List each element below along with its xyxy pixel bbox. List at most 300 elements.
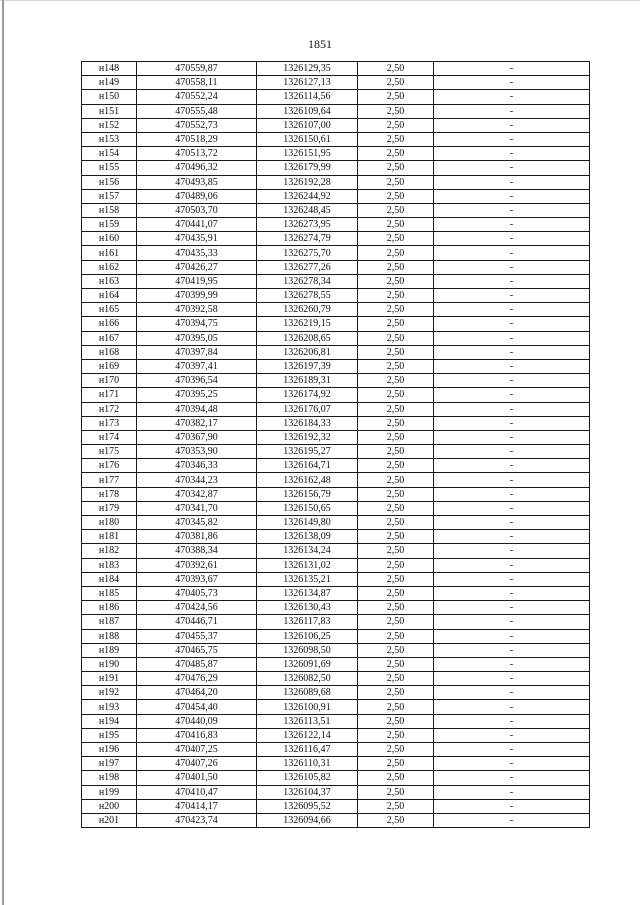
- accuracy-cell: 2,50: [358, 260, 434, 274]
- accuracy-cell: 2,50: [358, 714, 434, 728]
- note-cell: -: [434, 672, 590, 686]
- accuracy-cell: 2,50: [358, 161, 434, 175]
- y-coordinate-cell: 1326149,80: [257, 516, 358, 530]
- table-row: [82, 132, 590, 146]
- point-id-cell: н166: [82, 317, 137, 331]
- note-cell: -: [434, 289, 590, 303]
- point-id-cell: н173: [82, 416, 137, 430]
- note-cell: -: [434, 246, 590, 260]
- note-cell: -: [434, 260, 590, 274]
- x-coordinate-cell: 470397,84: [137, 345, 257, 359]
- y-coordinate-cell: 1326130,43: [257, 601, 358, 615]
- y-coordinate-cell: 1326192,28: [257, 175, 358, 189]
- accuracy-cell: 2,50: [358, 700, 434, 714]
- table-row: [82, 771, 590, 785]
- note-cell: -: [434, 743, 590, 757]
- note-cell: -: [434, 232, 590, 246]
- y-coordinate-cell: 1326109,64: [257, 104, 358, 118]
- x-coordinate-cell: 470513,72: [137, 147, 257, 161]
- point-id-cell: н196: [82, 743, 137, 757]
- y-coordinate-cell: 1326105,82: [257, 771, 358, 785]
- note-cell: -: [434, 813, 590, 827]
- table-row: [82, 62, 590, 76]
- x-coordinate-cell: 470414,17: [137, 799, 257, 813]
- x-coordinate-cell: 470405,73: [137, 586, 257, 600]
- x-coordinate-cell: 470464,20: [137, 686, 257, 700]
- y-coordinate-cell: 1326089,68: [257, 686, 358, 700]
- point-id-cell: н165: [82, 303, 137, 317]
- accuracy-cell: 2,50: [358, 813, 434, 827]
- note-cell: -: [434, 104, 590, 118]
- accuracy-cell: 2,50: [358, 402, 434, 416]
- note-cell: -: [434, 203, 590, 217]
- accuracy-cell: 2,50: [358, 544, 434, 558]
- x-coordinate-cell: 470396,54: [137, 374, 257, 388]
- note-cell: -: [434, 118, 590, 132]
- accuracy-cell: 2,50: [358, 359, 434, 373]
- note-cell: -: [434, 657, 590, 671]
- accuracy-cell: 2,50: [358, 430, 434, 444]
- accuracy-cell: 2,50: [358, 246, 434, 260]
- note-cell: -: [434, 147, 590, 161]
- note-cell: -: [434, 799, 590, 813]
- point-id-cell: н149: [82, 76, 137, 90]
- x-coordinate-cell: 470397,41: [137, 359, 257, 373]
- table-row: [82, 657, 590, 671]
- accuracy-cell: 2,50: [358, 672, 434, 686]
- note-cell: -: [434, 132, 590, 146]
- x-coordinate-cell: 470341,70: [137, 501, 257, 515]
- point-id-cell: н188: [82, 629, 137, 643]
- x-coordinate-cell: 470559,87: [137, 62, 257, 76]
- note-cell: -: [434, 274, 590, 288]
- x-coordinate-cell: 470493,85: [137, 175, 257, 189]
- x-coordinate-cell: 470342,87: [137, 487, 257, 501]
- table-row: [82, 260, 590, 274]
- x-coordinate-cell: 470496,32: [137, 161, 257, 175]
- table-row: [82, 558, 590, 572]
- table-row: [82, 728, 590, 742]
- accuracy-cell: 2,50: [358, 530, 434, 544]
- x-coordinate-cell: 470552,73: [137, 118, 257, 132]
- point-id-cell: н160: [82, 232, 137, 246]
- point-id-cell: н190: [82, 657, 137, 671]
- point-id-cell: н167: [82, 331, 137, 345]
- accuracy-cell: 2,50: [358, 132, 434, 146]
- note-cell: -: [434, 175, 590, 189]
- table-row: [82, 813, 590, 827]
- x-coordinate-cell: 470552,24: [137, 90, 257, 104]
- x-coordinate-cell: 470392,58: [137, 303, 257, 317]
- accuracy-cell: 2,50: [358, 232, 434, 246]
- note-cell: -: [434, 317, 590, 331]
- x-coordinate-cell: 470518,29: [137, 132, 257, 146]
- point-id-cell: н189: [82, 643, 137, 657]
- x-coordinate-cell: 470395,25: [137, 388, 257, 402]
- point-id-cell: н153: [82, 132, 137, 146]
- y-coordinate-cell: 1326162,48: [257, 473, 358, 487]
- point-id-cell: н182: [82, 544, 137, 558]
- note-cell: -: [434, 473, 590, 487]
- accuracy-cell: 2,50: [358, 76, 434, 90]
- note-cell: -: [434, 90, 590, 104]
- x-coordinate-cell: 470454,40: [137, 700, 257, 714]
- y-coordinate-cell: 1326244,92: [257, 189, 358, 203]
- y-coordinate-cell: 1326219,15: [257, 317, 358, 331]
- note-cell: -: [434, 643, 590, 657]
- table-row: [82, 672, 590, 686]
- point-id-cell: н150: [82, 90, 137, 104]
- point-id-cell: н156: [82, 175, 137, 189]
- note-cell: -: [434, 757, 590, 771]
- point-id-cell: н168: [82, 345, 137, 359]
- table-row: [82, 218, 590, 232]
- point-id-cell: н180: [82, 516, 137, 530]
- y-coordinate-cell: 1326138,09: [257, 530, 358, 544]
- x-coordinate-cell: 470424,56: [137, 601, 257, 615]
- table-row: [82, 629, 590, 643]
- note-cell: -: [434, 430, 590, 444]
- x-coordinate-cell: 470435,91: [137, 232, 257, 246]
- point-id-cell: н197: [82, 757, 137, 771]
- point-id-cell: н169: [82, 359, 137, 373]
- point-id-cell: н159: [82, 218, 137, 232]
- y-coordinate-cell: 1326114,56: [257, 90, 358, 104]
- y-coordinate-cell: 1326106,25: [257, 629, 358, 643]
- x-coordinate-cell: 470401,50: [137, 771, 257, 785]
- table-row: [82, 530, 590, 544]
- point-id-cell: н178: [82, 487, 137, 501]
- x-coordinate-cell: 470419,95: [137, 274, 257, 288]
- x-coordinate-cell: 470394,48: [137, 402, 257, 416]
- accuracy-cell: 2,50: [358, 90, 434, 104]
- note-cell: -: [434, 62, 590, 76]
- note-cell: -: [434, 629, 590, 643]
- accuracy-cell: 2,50: [358, 331, 434, 345]
- note-cell: -: [434, 572, 590, 586]
- note-cell: -: [434, 303, 590, 317]
- y-coordinate-cell: 1326208,65: [257, 331, 358, 345]
- accuracy-cell: 2,50: [358, 218, 434, 232]
- table-row: [82, 331, 590, 345]
- accuracy-cell: 2,50: [358, 416, 434, 430]
- point-id-cell: н186: [82, 601, 137, 615]
- y-coordinate-cell: 1326274,79: [257, 232, 358, 246]
- scan-edge-top: [0, 0, 640, 1]
- x-coordinate-cell: 470381,86: [137, 530, 257, 544]
- note-cell: -: [434, 686, 590, 700]
- point-id-cell: н151: [82, 104, 137, 118]
- table-row: [82, 359, 590, 373]
- table-row: [82, 104, 590, 118]
- table-row: [82, 303, 590, 317]
- point-id-cell: н194: [82, 714, 137, 728]
- x-coordinate-cell: 470485,87: [137, 657, 257, 671]
- table-row: [82, 487, 590, 501]
- point-id-cell: н158: [82, 203, 137, 217]
- y-coordinate-cell: 1326164,71: [257, 459, 358, 473]
- note-cell: -: [434, 487, 590, 501]
- x-coordinate-cell: 470407,25: [137, 743, 257, 757]
- y-coordinate-cell: 1326151,95: [257, 147, 358, 161]
- y-coordinate-cell: 1326129,35: [257, 62, 358, 76]
- note-cell: -: [434, 601, 590, 615]
- y-coordinate-cell: 1326094,66: [257, 813, 358, 827]
- x-coordinate-cell: 470455,37: [137, 629, 257, 643]
- point-id-cell: н192: [82, 686, 137, 700]
- table-row: [82, 601, 590, 615]
- table-row: [82, 544, 590, 558]
- point-id-cell: н199: [82, 785, 137, 799]
- table-row: [82, 572, 590, 586]
- point-id-cell: н164: [82, 289, 137, 303]
- x-coordinate-cell: 470426,27: [137, 260, 257, 274]
- y-coordinate-cell: 1326091,69: [257, 657, 358, 671]
- y-coordinate-cell: 1326150,65: [257, 501, 358, 515]
- accuracy-cell: 2,50: [358, 317, 434, 331]
- y-coordinate-cell: 1326134,87: [257, 586, 358, 600]
- accuracy-cell: 2,50: [358, 629, 434, 643]
- x-coordinate-cell: 470346,33: [137, 459, 257, 473]
- accuracy-cell: 2,50: [358, 374, 434, 388]
- note-cell: -: [434, 728, 590, 742]
- note-cell: -: [434, 189, 590, 203]
- y-coordinate-cell: 1326275,70: [257, 246, 358, 260]
- table-row: [82, 799, 590, 813]
- y-coordinate-cell: 1326131,02: [257, 558, 358, 572]
- table-row: [82, 289, 590, 303]
- y-coordinate-cell: 1326278,55: [257, 289, 358, 303]
- table-row: [82, 345, 590, 359]
- x-coordinate-cell: 470353,90: [137, 445, 257, 459]
- point-id-cell: н170: [82, 374, 137, 388]
- point-id-cell: н177: [82, 473, 137, 487]
- note-cell: -: [434, 416, 590, 430]
- note-cell: -: [434, 459, 590, 473]
- y-coordinate-cell: 1326122,14: [257, 728, 358, 742]
- accuracy-cell: 2,50: [358, 189, 434, 203]
- point-id-cell: н185: [82, 586, 137, 600]
- accuracy-cell: 2,50: [358, 289, 434, 303]
- x-coordinate-cell: 470399,99: [137, 289, 257, 303]
- table-row: [82, 161, 590, 175]
- point-id-cell: н187: [82, 615, 137, 629]
- table-row: [82, 501, 590, 515]
- note-cell: -: [434, 501, 590, 515]
- accuracy-cell: 2,50: [358, 657, 434, 671]
- table-row: [82, 416, 590, 430]
- table-row: [82, 374, 590, 388]
- y-coordinate-cell: 1326273,95: [257, 218, 358, 232]
- note-cell: -: [434, 359, 590, 373]
- point-id-cell: н184: [82, 572, 137, 586]
- accuracy-cell: 2,50: [358, 771, 434, 785]
- note-cell: -: [434, 76, 590, 90]
- accuracy-cell: 2,50: [358, 445, 434, 459]
- table-row: [82, 615, 590, 629]
- x-coordinate-cell: 470395,05: [137, 331, 257, 345]
- x-coordinate-cell: 470410,47: [137, 785, 257, 799]
- y-coordinate-cell: 1326082,50: [257, 672, 358, 686]
- accuracy-cell: 2,50: [358, 459, 434, 473]
- table-row: [82, 700, 590, 714]
- note-cell: -: [434, 345, 590, 359]
- table-row: [82, 785, 590, 799]
- y-coordinate-cell: 1326174,92: [257, 388, 358, 402]
- note-cell: -: [434, 374, 590, 388]
- accuracy-cell: 2,50: [358, 473, 434, 487]
- point-id-cell: н155: [82, 161, 137, 175]
- x-coordinate-cell: 470367,90: [137, 430, 257, 444]
- x-coordinate-cell: 470465,75: [137, 643, 257, 657]
- x-coordinate-cell: 470392,61: [137, 558, 257, 572]
- y-coordinate-cell: 1326104,37: [257, 785, 358, 799]
- accuracy-cell: 2,50: [358, 572, 434, 586]
- accuracy-cell: 2,50: [358, 147, 434, 161]
- note-cell: -: [434, 700, 590, 714]
- accuracy-cell: 2,50: [358, 203, 434, 217]
- note-cell: -: [434, 218, 590, 232]
- point-id-cell: н195: [82, 728, 137, 742]
- table-row: [82, 430, 590, 444]
- accuracy-cell: 2,50: [358, 743, 434, 757]
- note-cell: -: [434, 402, 590, 416]
- note-cell: -: [434, 544, 590, 558]
- accuracy-cell: 2,50: [358, 501, 434, 515]
- coordinates-table-body: [82, 62, 590, 828]
- note-cell: -: [434, 714, 590, 728]
- x-coordinate-cell: 470407,26: [137, 757, 257, 771]
- y-coordinate-cell: 1326176,07: [257, 402, 358, 416]
- x-coordinate-cell: 470394,75: [137, 317, 257, 331]
- point-id-cell: н163: [82, 274, 137, 288]
- table-row: [82, 274, 590, 288]
- y-coordinate-cell: 1326150,61: [257, 132, 358, 146]
- table-row: [82, 189, 590, 203]
- y-coordinate-cell: 1326135,21: [257, 572, 358, 586]
- table-row: [82, 402, 590, 416]
- note-cell: -: [434, 161, 590, 175]
- note-cell: -: [434, 771, 590, 785]
- y-coordinate-cell: 1326107,00: [257, 118, 358, 132]
- point-id-cell: н171: [82, 388, 137, 402]
- table-row: [82, 232, 590, 246]
- point-id-cell: н198: [82, 771, 137, 785]
- x-coordinate-cell: 470382,17: [137, 416, 257, 430]
- note-cell: -: [434, 331, 590, 345]
- y-coordinate-cell: 1326248,45: [257, 203, 358, 217]
- note-cell: -: [434, 516, 590, 530]
- note-cell: -: [434, 388, 590, 402]
- y-coordinate-cell: 1326113,51: [257, 714, 358, 728]
- accuracy-cell: 2,50: [358, 175, 434, 189]
- table-row: [82, 76, 590, 90]
- y-coordinate-cell: 1326195,27: [257, 445, 358, 459]
- point-id-cell: н162: [82, 260, 137, 274]
- accuracy-cell: 2,50: [358, 62, 434, 76]
- table-row: [82, 246, 590, 260]
- point-id-cell: н172: [82, 402, 137, 416]
- accuracy-cell: 2,50: [358, 303, 434, 317]
- accuracy-cell: 2,50: [358, 388, 434, 402]
- x-coordinate-cell: 470446,71: [137, 615, 257, 629]
- accuracy-cell: 2,50: [358, 601, 434, 615]
- table-row: [82, 388, 590, 402]
- accuracy-cell: 2,50: [358, 487, 434, 501]
- x-coordinate-cell: 470435,33: [137, 246, 257, 260]
- x-coordinate-cell: 470441,07: [137, 218, 257, 232]
- y-coordinate-cell: 1326100,91: [257, 700, 358, 714]
- y-coordinate-cell: 1326184,33: [257, 416, 358, 430]
- accuracy-cell: 2,50: [358, 799, 434, 813]
- note-cell: -: [434, 445, 590, 459]
- point-id-cell: н148: [82, 62, 137, 76]
- y-coordinate-cell: 1326206,81: [257, 345, 358, 359]
- accuracy-cell: 2,50: [358, 586, 434, 600]
- x-coordinate-cell: 470388,34: [137, 544, 257, 558]
- x-coordinate-cell: 470423,74: [137, 813, 257, 827]
- accuracy-cell: 2,50: [358, 104, 434, 118]
- table-row: [82, 473, 590, 487]
- x-coordinate-cell: 470345,82: [137, 516, 257, 530]
- accuracy-cell: 2,50: [358, 785, 434, 799]
- note-cell: -: [434, 530, 590, 544]
- y-coordinate-cell: 1326278,34: [257, 274, 358, 288]
- accuracy-cell: 2,50: [358, 516, 434, 530]
- accuracy-cell: 2,50: [358, 274, 434, 288]
- x-coordinate-cell: 470344,23: [137, 473, 257, 487]
- x-coordinate-cell: 470555,48: [137, 104, 257, 118]
- point-id-cell: н152: [82, 118, 137, 132]
- accuracy-cell: 2,50: [358, 345, 434, 359]
- y-coordinate-cell: 1326192,32: [257, 430, 358, 444]
- point-id-cell: н181: [82, 530, 137, 544]
- accuracy-cell: 2,50: [358, 558, 434, 572]
- point-id-cell: н179: [82, 501, 137, 515]
- x-coordinate-cell: 470476,29: [137, 672, 257, 686]
- table-row: [82, 714, 590, 728]
- point-id-cell: н161: [82, 246, 137, 260]
- y-coordinate-cell: 1326197,39: [257, 359, 358, 373]
- table-row: [82, 459, 590, 473]
- y-coordinate-cell: 1326134,24: [257, 544, 358, 558]
- accuracy-cell: 2,50: [358, 615, 434, 629]
- point-id-cell: н176: [82, 459, 137, 473]
- y-coordinate-cell: 1326095,52: [257, 799, 358, 813]
- table-row: [82, 90, 590, 104]
- table-row: [82, 757, 590, 771]
- x-coordinate-cell: 470393,67: [137, 572, 257, 586]
- y-coordinate-cell: 1326110,31: [257, 757, 358, 771]
- accuracy-cell: 2,50: [358, 686, 434, 700]
- x-coordinate-cell: 470503,70: [137, 203, 257, 217]
- y-coordinate-cell: 1326277,26: [257, 260, 358, 274]
- scan-edge-left: [2, 0, 4, 905]
- point-id-cell: н191: [82, 672, 137, 686]
- table-row: [82, 743, 590, 757]
- point-id-cell: н157: [82, 189, 137, 203]
- accuracy-cell: 2,50: [358, 118, 434, 132]
- accuracy-cell: 2,50: [358, 643, 434, 657]
- point-id-cell: н200: [82, 799, 137, 813]
- point-id-cell: н193: [82, 700, 137, 714]
- table-row: [82, 643, 590, 657]
- table-row: [82, 586, 590, 600]
- table-row: [82, 686, 590, 700]
- accuracy-cell: 2,50: [358, 757, 434, 771]
- x-coordinate-cell: 470416,83: [137, 728, 257, 742]
- y-coordinate-cell: 1326098,50: [257, 643, 358, 657]
